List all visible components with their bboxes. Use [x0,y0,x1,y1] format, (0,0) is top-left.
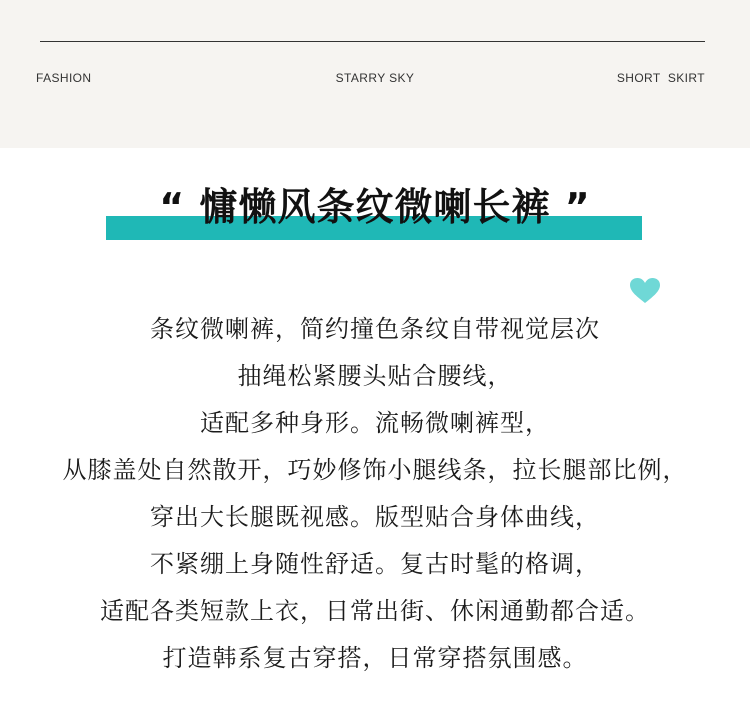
description-line: 不紧绷上身随性舒适。复古时髦的格调， [150,550,600,578]
heart-shape [630,278,660,303]
description-line: 穿出大长腿既视感。版型贴合身体曲线， [150,503,600,531]
description-line: 抽绳松紧腰头贴合腰线， [237,362,513,390]
description-line: 适配多种身形。流畅微喇裤型， [200,409,550,437]
page-title: “ 慵懒风条纹微喇长裤 ” [159,185,591,229]
header-label-starry-sky: STARRY SKY [335,71,415,85]
product-description [0,306,750,682]
header-divider [40,41,705,42]
description-line: 条纹微喇裤，简约撞色条纹自带视觉层次 [150,315,600,343]
description-line: 适配各类短款上衣，日常出街、休闲通勤都合适。 [100,597,650,625]
description-line: 从膝盖处自然散开，巧妙修饰小腿线条，拉长腿部比例， [62,456,688,484]
header-label-fashion: FASHION [36,71,92,85]
header-band [0,0,750,148]
header-label-short-skirt: SHORT SKIRT [616,71,705,85]
heart-icon [630,278,660,304]
description-line: 打造韩系复古穿搭，日常穿搭氛围感。 [162,644,588,672]
